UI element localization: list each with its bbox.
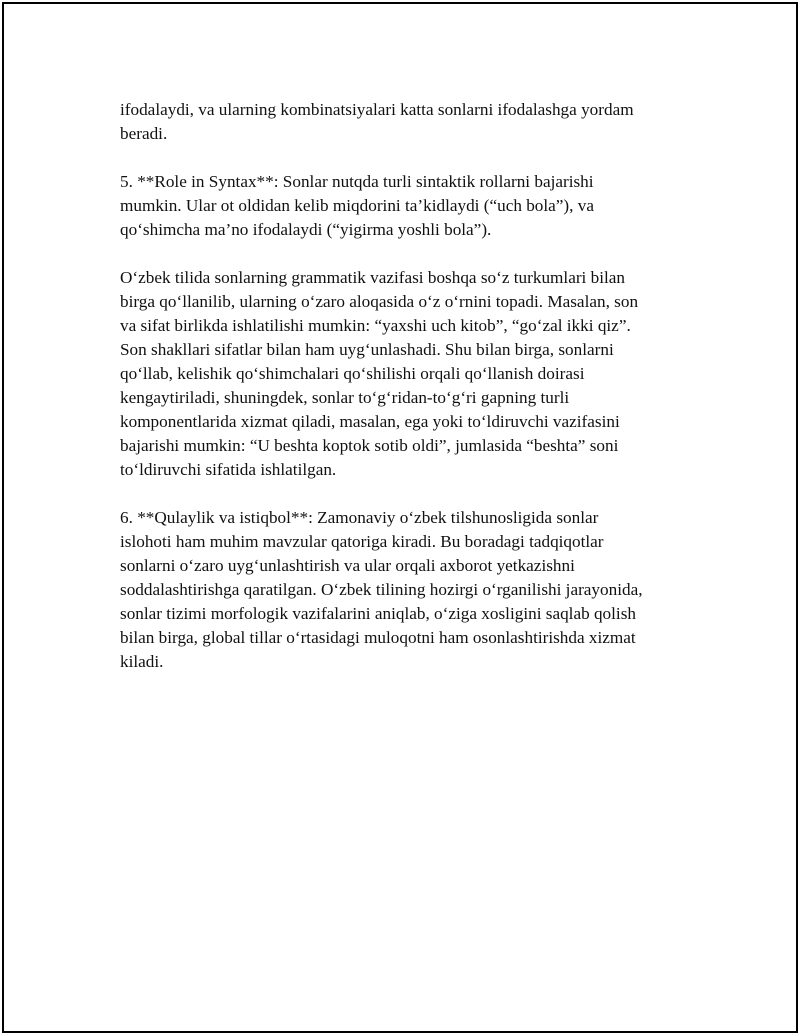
text-line: 5. **Role in Syntax**: Sonlar nutqda turli sintaktik rollarni bajarishi <box>120 172 594 191</box>
text-line: mumkin. Ular ot oldidan kelib miqdorini ta’kidlaydi (“uch bola”), va <box>120 196 594 215</box>
text-line: beradi. <box>120 124 168 143</box>
text-line: qo‘shimcha ma’no ifodalaydi (“yigirma yoshli bola”). <box>120 220 492 239</box>
text-line: bajarishi mumkin: “U beshta koptok sotib oldi”, jumlasida “beshta” soni <box>120 436 619 455</box>
text-line: soddalashtirishga qaratilgan. O‘zbek tilining hozirgi o‘rganilishi jarayonida, <box>120 580 643 599</box>
text-line: Son shakllari sifatlar bilan ham uyg‘unlashadi. Shu bilan birga, sonlarni <box>120 340 614 359</box>
paragraph-grammatical-function <box>120 266 700 482</box>
text-line: birga qo‘llanilib, ularning o‘zaro aloqasida o‘z o‘rnini topadi. Masalan, son <box>120 292 639 311</box>
paragraph-role-in-syntax <box>120 170 700 242</box>
text-line: sonlarni o‘zaro uyg‘unlashtirish va ular orqali axborot yetkazishni <box>120 556 575 575</box>
text-line: bilan birga, global tillar o‘rtasidagi muloqotni ham osonlashtirishda xizmat <box>120 628 636 647</box>
paragraph-continuation <box>120 98 700 146</box>
text-line: kengaytiriladi, shuningdek, sonlar to‘g‘ridan-to‘g‘ri gapning turli <box>120 388 570 407</box>
document-body <box>120 98 700 698</box>
text-line: O‘zbek tilida sonlarning grammatik vazifasi boshqa so‘z turkumlari bilan <box>120 268 625 287</box>
text-line: to‘ldiruvchi sifatida ishlatilgan. <box>120 460 337 479</box>
text-line: sonlar tizimi morfologik vazifalarini aniqlab, o‘ziga xosligini saqlab qolish <box>120 604 636 623</box>
text-line: va sifat birlikda ishlatilishi mumkin: “yaxshi uch kitob”, “go‘zal ikki qiz”. <box>120 316 631 335</box>
text-line: ifodalaydi, va ularning kombinatsiyalari katta sonlarni ifodalashga yordam <box>120 100 634 119</box>
text-line: kiladi. <box>120 652 164 671</box>
text-line: qo‘llab, kelishik qo‘shimchalari qo‘shilishi orqali qo‘llanish doirasi <box>120 364 585 383</box>
text-line: komponentlarida xizmat qiladi, masalan, ega yoki to‘ldiruvchi vazifasini <box>120 412 620 431</box>
text-line: 6. **Qulaylik va istiqbol**: Zamonaviy o‘zbek tilshunosligida sonlar <box>120 508 599 527</box>
paragraph-convenience-and-prospects <box>120 506 700 674</box>
text-line: islohoti ham muhim mavzular qatoriga kiradi. Bu boradagi tadqiqotlar <box>120 532 604 551</box>
document-page <box>2 2 798 1033</box>
